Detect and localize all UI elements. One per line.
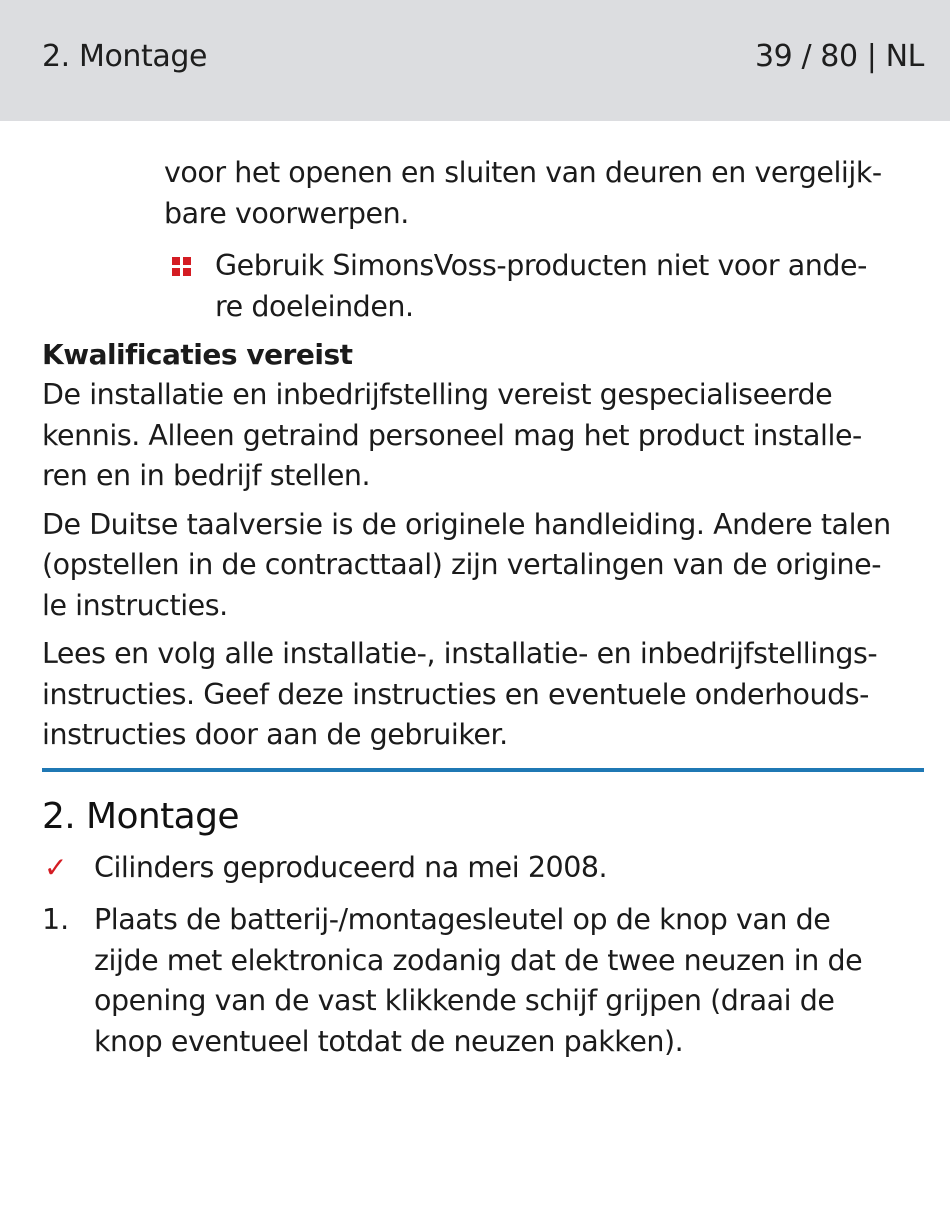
header-page-info: 39 / 80 | NL xyxy=(754,39,924,74)
qualifications-heading: Kwalificaties vereist xyxy=(42,338,353,371)
text-line: ren en in bedrijf stellen. xyxy=(42,459,371,492)
text-line: Gebruik SimonsVoss-producten niet voor ande- xyxy=(215,249,867,282)
text-line: Plaats de batterij-/montagesleutel op de knop van de xyxy=(94,903,831,936)
text-line: knop eventueel totdat de neuzen pakken). xyxy=(94,1024,684,1058)
intro-paragraph xyxy=(164,153,924,234)
section-divider xyxy=(42,768,924,772)
checkmark-icon: ✓ xyxy=(44,850,68,884)
qualifications-paragraph-2 xyxy=(42,505,924,627)
text-line: De Duitse taalversie is de originele handleiding. Andere talen xyxy=(42,507,891,541)
text-line: opening van de vast klikkende schijf grijpen (draai de xyxy=(94,984,835,1017)
text-line: (opstellen in de contracttaal) zijn vertalingen van de origine- xyxy=(42,548,882,581)
bullet-item xyxy=(215,246,924,327)
page-content xyxy=(42,153,924,1062)
text-line: le instructies. xyxy=(42,588,228,622)
red-square-grid-icon xyxy=(172,257,192,277)
qualifications-paragraph-3 xyxy=(42,634,924,756)
text-line: Lees en volg alle installatie-, installatie- en inbedrijfstellings- xyxy=(42,637,878,670)
text-line: Cilinders geproduceerd na mei 2008. xyxy=(94,850,608,884)
qualifications-paragraph-1 xyxy=(42,375,924,497)
header-section-title: 2. Montage xyxy=(42,39,208,74)
page-header xyxy=(0,0,950,121)
text-line: re doeleinden. xyxy=(215,289,414,323)
step-item xyxy=(42,900,924,1062)
montage-heading: 2. Montage xyxy=(42,795,239,837)
text-line: kennis. Alleen getraind personeel mag het product installe- xyxy=(42,418,862,452)
text-line: De installatie en inbedrijfstelling vereist gespecialiseerde xyxy=(42,378,833,411)
text-line: instructies door aan de gebruiker. xyxy=(42,718,508,751)
text-line: bare voorwerpen. xyxy=(164,196,409,230)
text-line: instructies. Geef deze instructies en eventuele onderhouds- xyxy=(42,677,869,711)
text-line: voor het openen en sluiten van deuren en vergelijk- xyxy=(164,156,882,189)
prerequisite-item xyxy=(42,848,924,889)
step-number: 1. xyxy=(42,903,70,936)
text-line: zijde met elektronica zodanig dat de twee neuzen in de xyxy=(94,943,863,977)
